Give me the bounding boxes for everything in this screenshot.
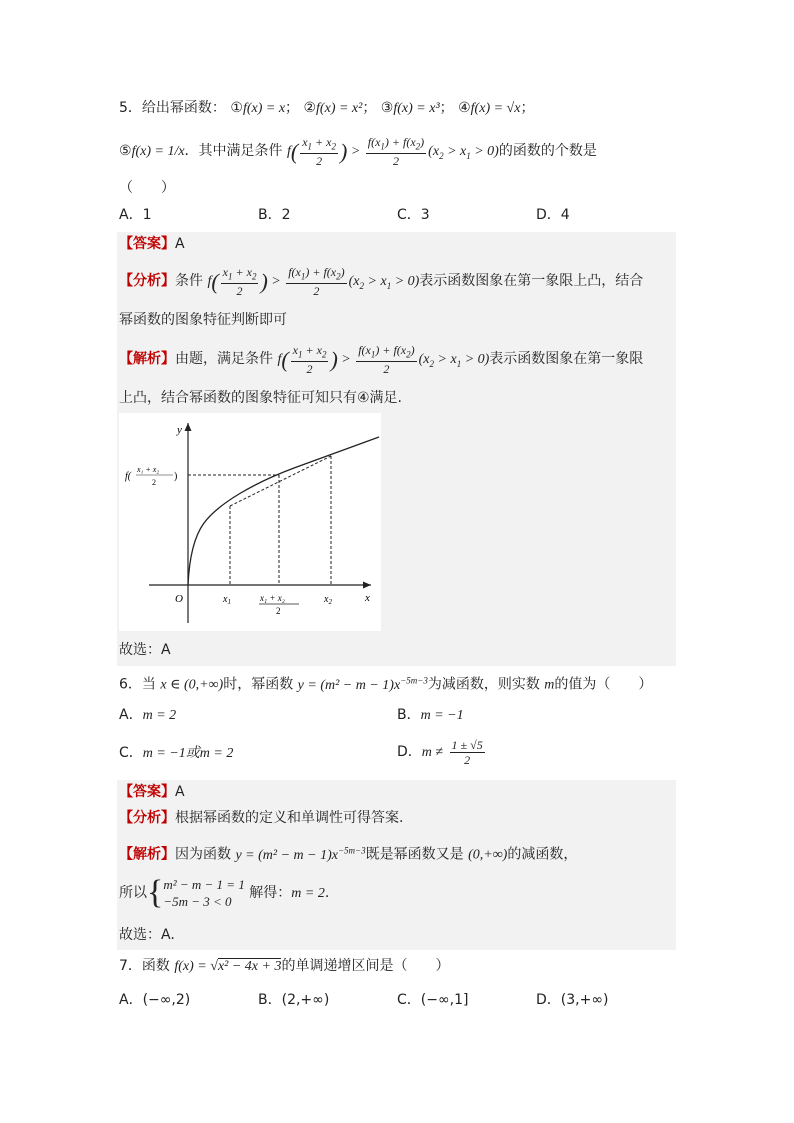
q6-solution-c: 的减函数， (507, 846, 578, 863)
q5-choose: 故选：A (119, 642, 171, 658)
q5-solution-line2: 上凸，结合幂函数的图象特征可知只有④满足. (119, 390, 402, 406)
q5-analysis-pre: 条件 (175, 273, 203, 289)
q5-analysis-post: 表示函数图象在第一象限上凸，结合 (419, 273, 644, 289)
q5-paren: （ ） (119, 180, 175, 196)
q5-func-4: f(x) = √x (470, 101, 521, 116)
q6-answer: A (175, 784, 185, 800)
x-axis-arrow (363, 582, 371, 589)
q6-result: m = 2 (291, 886, 325, 901)
q6-solve: 解得： (249, 885, 292, 901)
sqrt-curve (188, 437, 379, 585)
q6-solution-func: $y = (m^2 - m - 1)x^{-5m-3}$ (235, 845, 366, 863)
q5-solution-tag: 【解析】 (119, 351, 175, 367)
chord-line (230, 456, 331, 506)
q5-solution-formula: f( $\frac{x_1 + x_2}{2}$ ) > $\frac{f(x_1) + f(x_2)}{2}$ $(x_2 > x_1 > 0)$ (277, 343, 490, 377)
q5-func-1-mark: ① (230, 100, 243, 116)
q6-analysis-line (119, 808, 403, 828)
q5-solution-pre: 由题，满足条件 (175, 351, 273, 367)
f-label-num: x₁ + x₂ (137, 465, 160, 474)
q7-option-a: A．(−∞,2) (119, 992, 191, 1008)
q6-answer-tag: 【答案】 (119, 784, 175, 800)
q7-stem-a: 函数 (141, 958, 170, 974)
q5-answer-line (119, 234, 185, 254)
q7-option-c: C．(−∞,1] (397, 992, 469, 1008)
q5-option-a: A．1 (119, 207, 152, 223)
q6-solution-a: 因为函数 (175, 846, 231, 863)
f-label-open: f( (125, 471, 132, 482)
q5-func-2: f(x) = x² (316, 101, 363, 116)
y-axis-arrow (185, 423, 192, 431)
q6-stem (119, 670, 652, 696)
q5-analysis-line2: 幂函数的图象特征判断即可 (119, 312, 287, 328)
q5-solution-post: 表示函数图象在第一象限 (489, 351, 644, 367)
q6-solution-interval: (0,+∞) (468, 847, 508, 863)
q7-option-d: D．(3,+∞) (536, 992, 609, 1008)
q6-analysis-tag: 【分析】 (119, 810, 175, 826)
q6-answer-line (119, 782, 185, 802)
mid-label-num: x₁ + x₂ (260, 593, 285, 603)
q5-option-c: C．3 (397, 207, 430, 223)
q5-graph-svg (119, 413, 381, 631)
origin-label: O (175, 593, 183, 605)
q6-stem-b: 时，幂函数 (223, 676, 294, 693)
q6-stem-c: 为减函数，则实数 (427, 676, 540, 693)
q5-option-d: D．4 (536, 207, 570, 223)
x-axis-label: x (365, 592, 370, 604)
q5-analysis-tag: 【分析】 (119, 273, 175, 289)
q6-option-b: B．m = −1 (397, 707, 464, 723)
q5-answer-tag: 【答案】 (119, 236, 175, 252)
q5-condition-formula: f( $\frac{x_1 + x_2}{2}$ ) > $\frac{f(x_1) + f(x_2)}{2}$ $(x_2 > x_1 > 0)$ (287, 135, 499, 169)
q5-analysis-formula: f( $\frac{x_1 + x_2}{2}$ ) > $\frac{f(x_1) + f(x_2)}{2}$ $(x_2 > x_1 > 0)$ (207, 265, 420, 299)
q7-stem (119, 956, 449, 977)
mid-label-den: 2 (276, 606, 281, 616)
y-axis-label: y (177, 424, 182, 436)
q6-stem-func: $y = (m^2 - m - 1)x^{-5m-3}$ (297, 675, 428, 693)
q5-func-4-mark: ④ (458, 100, 471, 116)
q5-func-3-mark: ③ (380, 100, 394, 116)
q6-system: m² − m − 1 = 1 −5m − 3 < 0 (163, 877, 245, 909)
q5-graph (119, 413, 381, 631)
x1-label: $x_1$ (223, 594, 231, 606)
q7-stem-b: 的单调递增区间是（ ） (281, 958, 450, 974)
q6-solution-b: 既是幂函数又是 (365, 846, 464, 863)
q6-option-d-fraction: $\frac{1 \pm √5}{2}$ (451, 737, 483, 767)
q6-so: 所以 (119, 885, 147, 901)
q5-stem-line1: 5．给出幂函数： ①f(x) = x； ②f(x) = x²； ③f(x) = x³； ④f(x) = √x； (119, 100, 535, 116)
q6-option-d: D．m ≠ $\frac{1 \pm √5}{2}$ (397, 737, 483, 767)
q7-number: 7． (119, 958, 142, 974)
q6-stem-cond: x ∈ (0,+∞) (160, 677, 224, 693)
q5-stem-intro: 给出幂函数： (141, 100, 226, 116)
q6-solution-tag: 【解析】 (119, 846, 175, 863)
f-label-close: ) (174, 471, 178, 482)
q6-brace: { (147, 874, 164, 911)
x2-label: $x_2$ (324, 594, 332, 606)
q5-condition-text: ．其中满足条件 (184, 143, 283, 159)
q5-answer: A (175, 236, 185, 252)
q5-stem-line2 (119, 132, 597, 175)
q6-option-c: C．m = −1或m = 2 (119, 745, 234, 761)
q6-analysis: 根据幂函数的定义和单调性可得答案. (175, 810, 404, 826)
q6-stem-m: m (544, 677, 555, 693)
q6-stem-a: 当 (141, 676, 156, 693)
f-label-den: 2 (152, 478, 156, 487)
q6-stem-d: 的值为（ ） (554, 676, 653, 693)
q5-option-b: B．2 (258, 207, 291, 223)
q5-func-1: f(x) = x (242, 101, 286, 116)
q5-stem-tail: 的函数的个数是 (498, 143, 597, 159)
q6-option-a: A．m = 2 (119, 707, 177, 723)
q6-solution-line (119, 840, 577, 866)
q6-number: 6． (119, 676, 142, 693)
q5-solution-line1 (119, 340, 643, 383)
q5-number: 5． (119, 100, 142, 116)
q5-func-3: f(x) = x³ (393, 101, 440, 116)
q7-option-b: B．(2,+∞) (258, 992, 330, 1008)
q5-func-2-mark: ② (303, 100, 317, 116)
q5-func-5: f(x) = 1/x (131, 144, 185, 159)
q5-func-5-mark: ⑤ (119, 143, 132, 159)
q5-analysis-line1 (119, 262, 643, 305)
q6-system-line: 所以{ m² − m − 1 = 1 −5m − 3 < 0 解得：m = 2. (119, 874, 330, 911)
q6-choose: 故选：A. (119, 927, 175, 943)
q7-stem-func: f(x) = √x² − 4x + 3 (174, 959, 282, 974)
